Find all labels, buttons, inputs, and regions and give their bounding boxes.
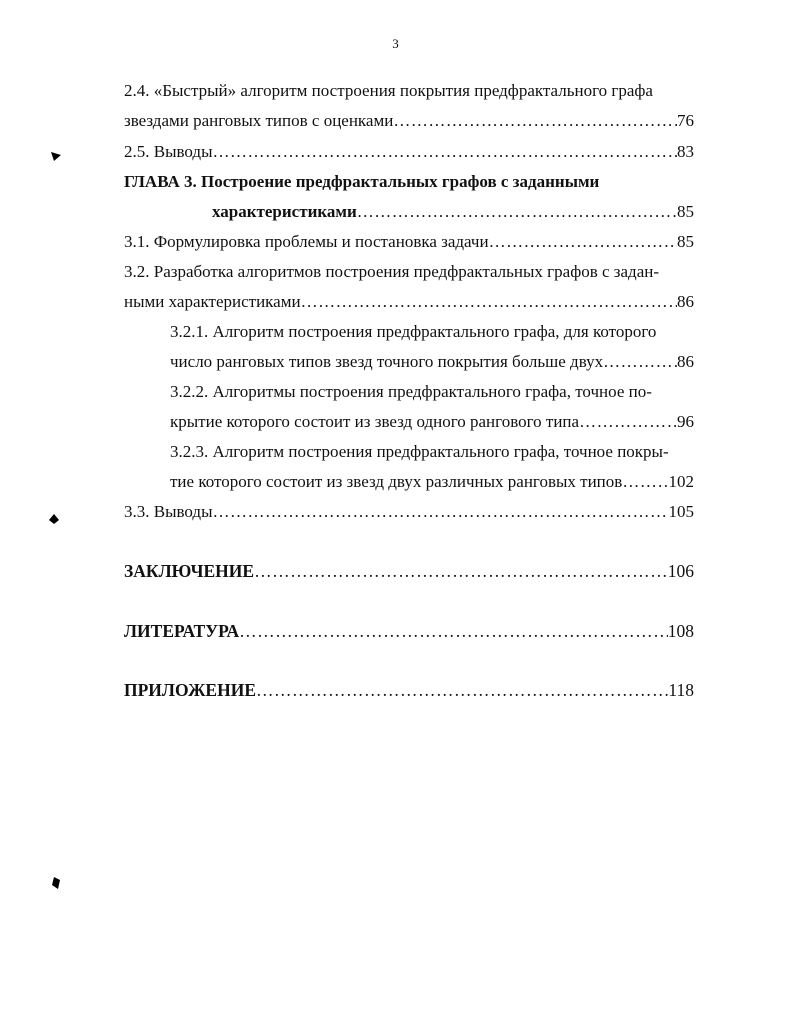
toc-entry-text: 3.2.3. Алгоритм построения предфрактального графа, точное покры-: [170, 442, 669, 461]
toc-line-3-2-part1: [124, 257, 694, 287]
scan-artifact-mark: [50, 150, 62, 162]
toc-page-number: 85: [677, 202, 694, 221]
toc-page-number: 86: [677, 352, 694, 371]
toc-entry-text: 3.2. Разработка алгоритмов построения предфрактальных графов с задан-: [124, 262, 659, 281]
toc-leader-dots: [603, 347, 677, 377]
toc-entry-text: 2.5. Выводы: [124, 142, 213, 161]
toc-entry-text: ГЛАВА 3. Построение предфрактальных графов с заданными: [124, 172, 600, 191]
toc-leader-dots: [301, 287, 677, 317]
toc-leader-dots: [489, 227, 677, 257]
toc-page-number: 96: [677, 412, 694, 431]
toc-leader-dots: [579, 407, 677, 437]
toc-entry-conclusion: [124, 556, 694, 586]
toc-entry-text: 3.1. Формулировка проблемы и постановка задачи: [124, 232, 489, 251]
toc-page-number: 106: [667, 561, 694, 581]
toc-entry-text: ными характеристиками: [124, 292, 301, 311]
toc-page-number: 76: [677, 111, 694, 130]
toc-page-number: 85: [677, 232, 694, 251]
toc-leader-dots: [357, 197, 677, 227]
toc-entry-text: крытие которого состоит из звезд одного рангового типа: [170, 412, 580, 431]
toc-entry-appendix: [124, 675, 694, 705]
toc-leader-dots: [213, 497, 669, 527]
toc-page-number: 105: [668, 502, 694, 521]
toc-leader-dots: [254, 556, 668, 586]
toc-entry-literature: [124, 616, 694, 646]
toc-entry-3-2-1: [170, 347, 694, 377]
toc-entry-3-2-2: [170, 407, 694, 437]
toc-leader-dots: [622, 467, 668, 497]
toc-leader-dots: [256, 675, 668, 705]
toc-page-number: 102: [668, 472, 694, 491]
toc-entry-text: ЗАКЛЮЧЕНИЕ: [124, 561, 255, 581]
toc-entry-3-2-3: [170, 467, 694, 497]
toc-entry-text: 3.2.1. Алгоритм построения предфрактального графа, для которого: [170, 322, 657, 341]
toc-line-2-4-part1: [124, 76, 694, 106]
toc-entry-text: характеристиками: [212, 202, 357, 221]
toc-entry-3-1: [124, 227, 694, 257]
toc-entry-text: 3.3. Выводы: [124, 502, 213, 521]
toc-entry-text: 3.2.2. Алгоритмы построения предфрактального графа, точное по-: [170, 382, 652, 401]
toc-entry-text: звездами ранговых типов с оценками: [124, 111, 394, 130]
toc-page-number: 118: [668, 680, 694, 700]
toc-entry-text: 2.4. «Быстрый» алгоритм построения покрытия предфрактального графа: [124, 81, 653, 100]
toc-line-3-2-2-part1: [170, 377, 694, 407]
toc-entry-text: число ранговых типов звезд точного покрытия больше двух: [170, 352, 604, 371]
toc-entry-2-5: [124, 137, 694, 167]
toc-leader-dots: [393, 106, 677, 136]
toc-page-number: 86: [677, 292, 694, 311]
toc-entry-2-4: [124, 106, 694, 136]
toc-entry-3-3: [124, 497, 694, 527]
toc-entry-chapter-3: [212, 197, 694, 227]
toc-entry-text: ЛИТЕРАТУРА: [124, 621, 240, 641]
toc-line-3-2-3-part1: [170, 437, 694, 467]
toc-page-number: 83: [677, 142, 694, 161]
toc-entry-3-2: [124, 287, 694, 317]
toc-entry-text: тие которого состоит из звезд двух различных ранговых типов: [170, 472, 623, 491]
toc-entry-text: ПРИЛОЖЕНИЕ: [124, 680, 257, 700]
toc-page-number: 108: [667, 621, 694, 641]
page-number: 3: [392, 36, 399, 51]
scan-artifact-mark: [48, 513, 60, 525]
toc-leader-dots: [239, 616, 668, 646]
scan-artifact-mark: [51, 876, 61, 890]
toc-line-3-2-1-part1: [170, 317, 694, 347]
toc-leader-dots: [213, 137, 677, 167]
toc-chapter-3-title: [124, 167, 694, 197]
